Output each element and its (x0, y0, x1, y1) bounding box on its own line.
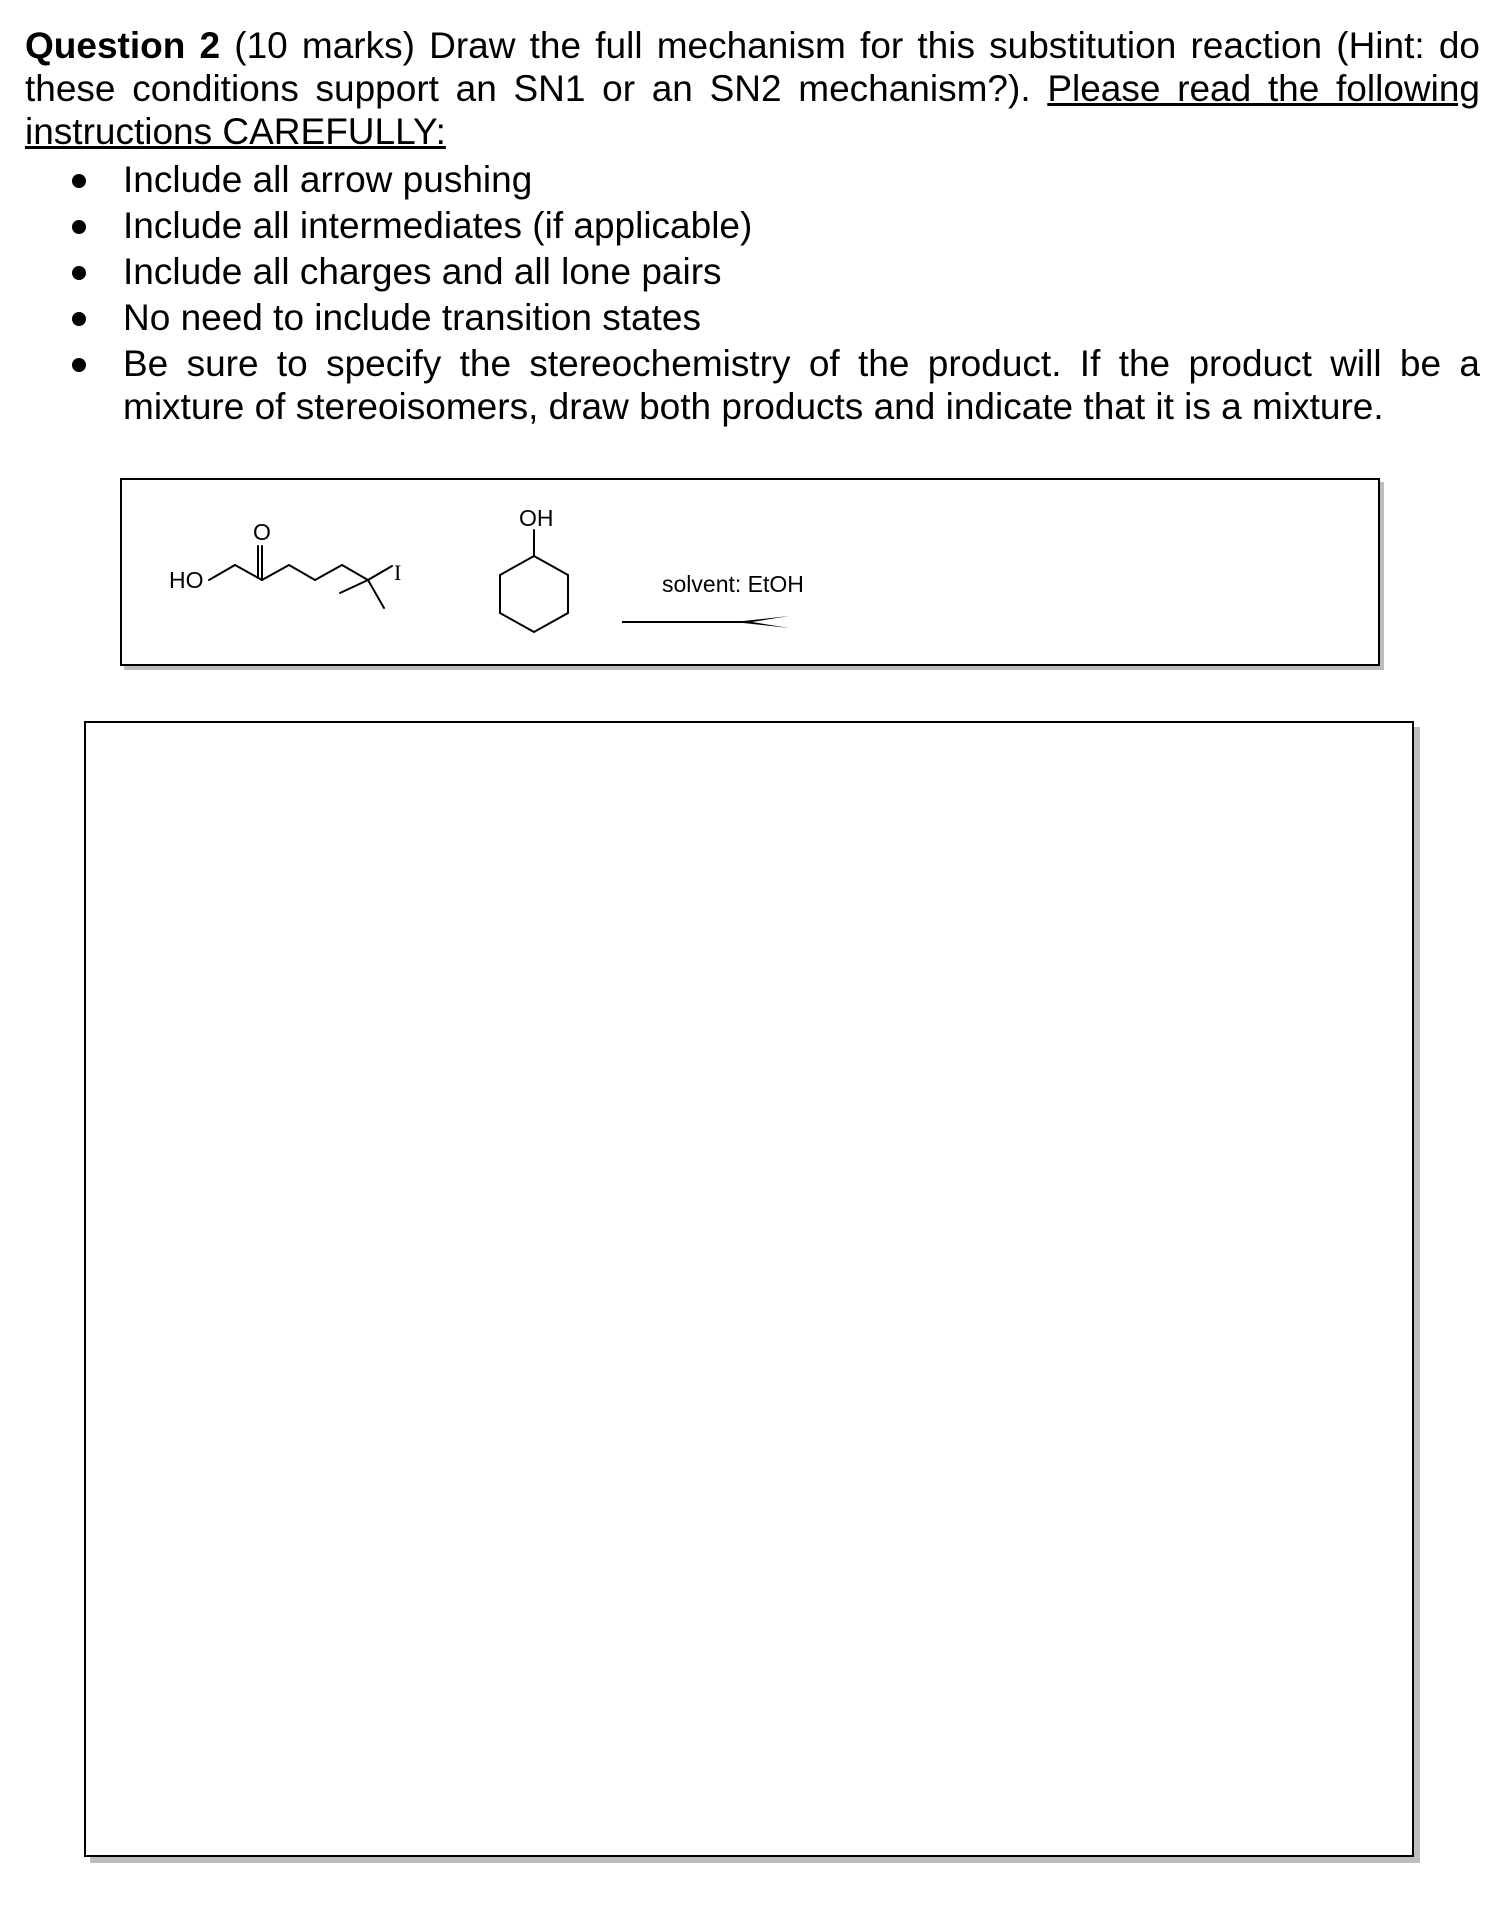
bond (342, 565, 368, 580)
instruction-item: Include all charges and all lone pairs (68, 250, 1480, 293)
cyclohexane-ring (500, 556, 568, 632)
instruction-item: Be sure to specify the stereochemistry of the product. If the product will be a mixture of stereoisomers, draw both products and indicate that it is a mixture. (68, 342, 1480, 428)
hydroxyl-label: HO (169, 567, 204, 593)
instruction-item: No need to include transition states (68, 296, 1480, 339)
reaction-scheme (120, 478, 1380, 666)
bond (209, 565, 235, 580)
question-marks: (10 marks) (234, 25, 415, 66)
question-label: Question 2 (25, 25, 221, 66)
instruction-heading: Please read the following instructions CAREFULLY: (25, 68, 1480, 152)
instruction-item: Include all intermediates (if applicable) (68, 204, 1480, 247)
reaction-arrow-head (734, 616, 789, 628)
question-text (25, 24, 1480, 153)
reaction-diagram (122, 480, 1378, 664)
bullet-icon (72, 312, 86, 326)
instruction-item: Include all arrow pushing (68, 158, 1480, 201)
bond (368, 566, 392, 580)
bullet-icon (72, 266, 86, 280)
carbonyl-oxygen-label: O (253, 519, 271, 545)
nucleophile-label: OH (519, 505, 554, 531)
methyl-bond (340, 580, 368, 593)
bond (315, 565, 342, 580)
instruction-list (68, 158, 1480, 431)
question-prompt: Draw the full mechanism for this substitution reaction (Hint: do these conditions support an SN1 or an SN2 mechanism?). (25, 25, 1480, 109)
conditions-label: solvent: EtOH (662, 571, 804, 597)
bullet-icon (72, 220, 86, 234)
bullet-icon (72, 174, 86, 188)
methyl-bond (368, 580, 384, 608)
iodine-label: I (394, 560, 402, 585)
bond (262, 565, 289, 580)
bullet-icon (72, 358, 86, 372)
answer-box[interactable] (84, 721, 1414, 1857)
bond (289, 565, 315, 580)
